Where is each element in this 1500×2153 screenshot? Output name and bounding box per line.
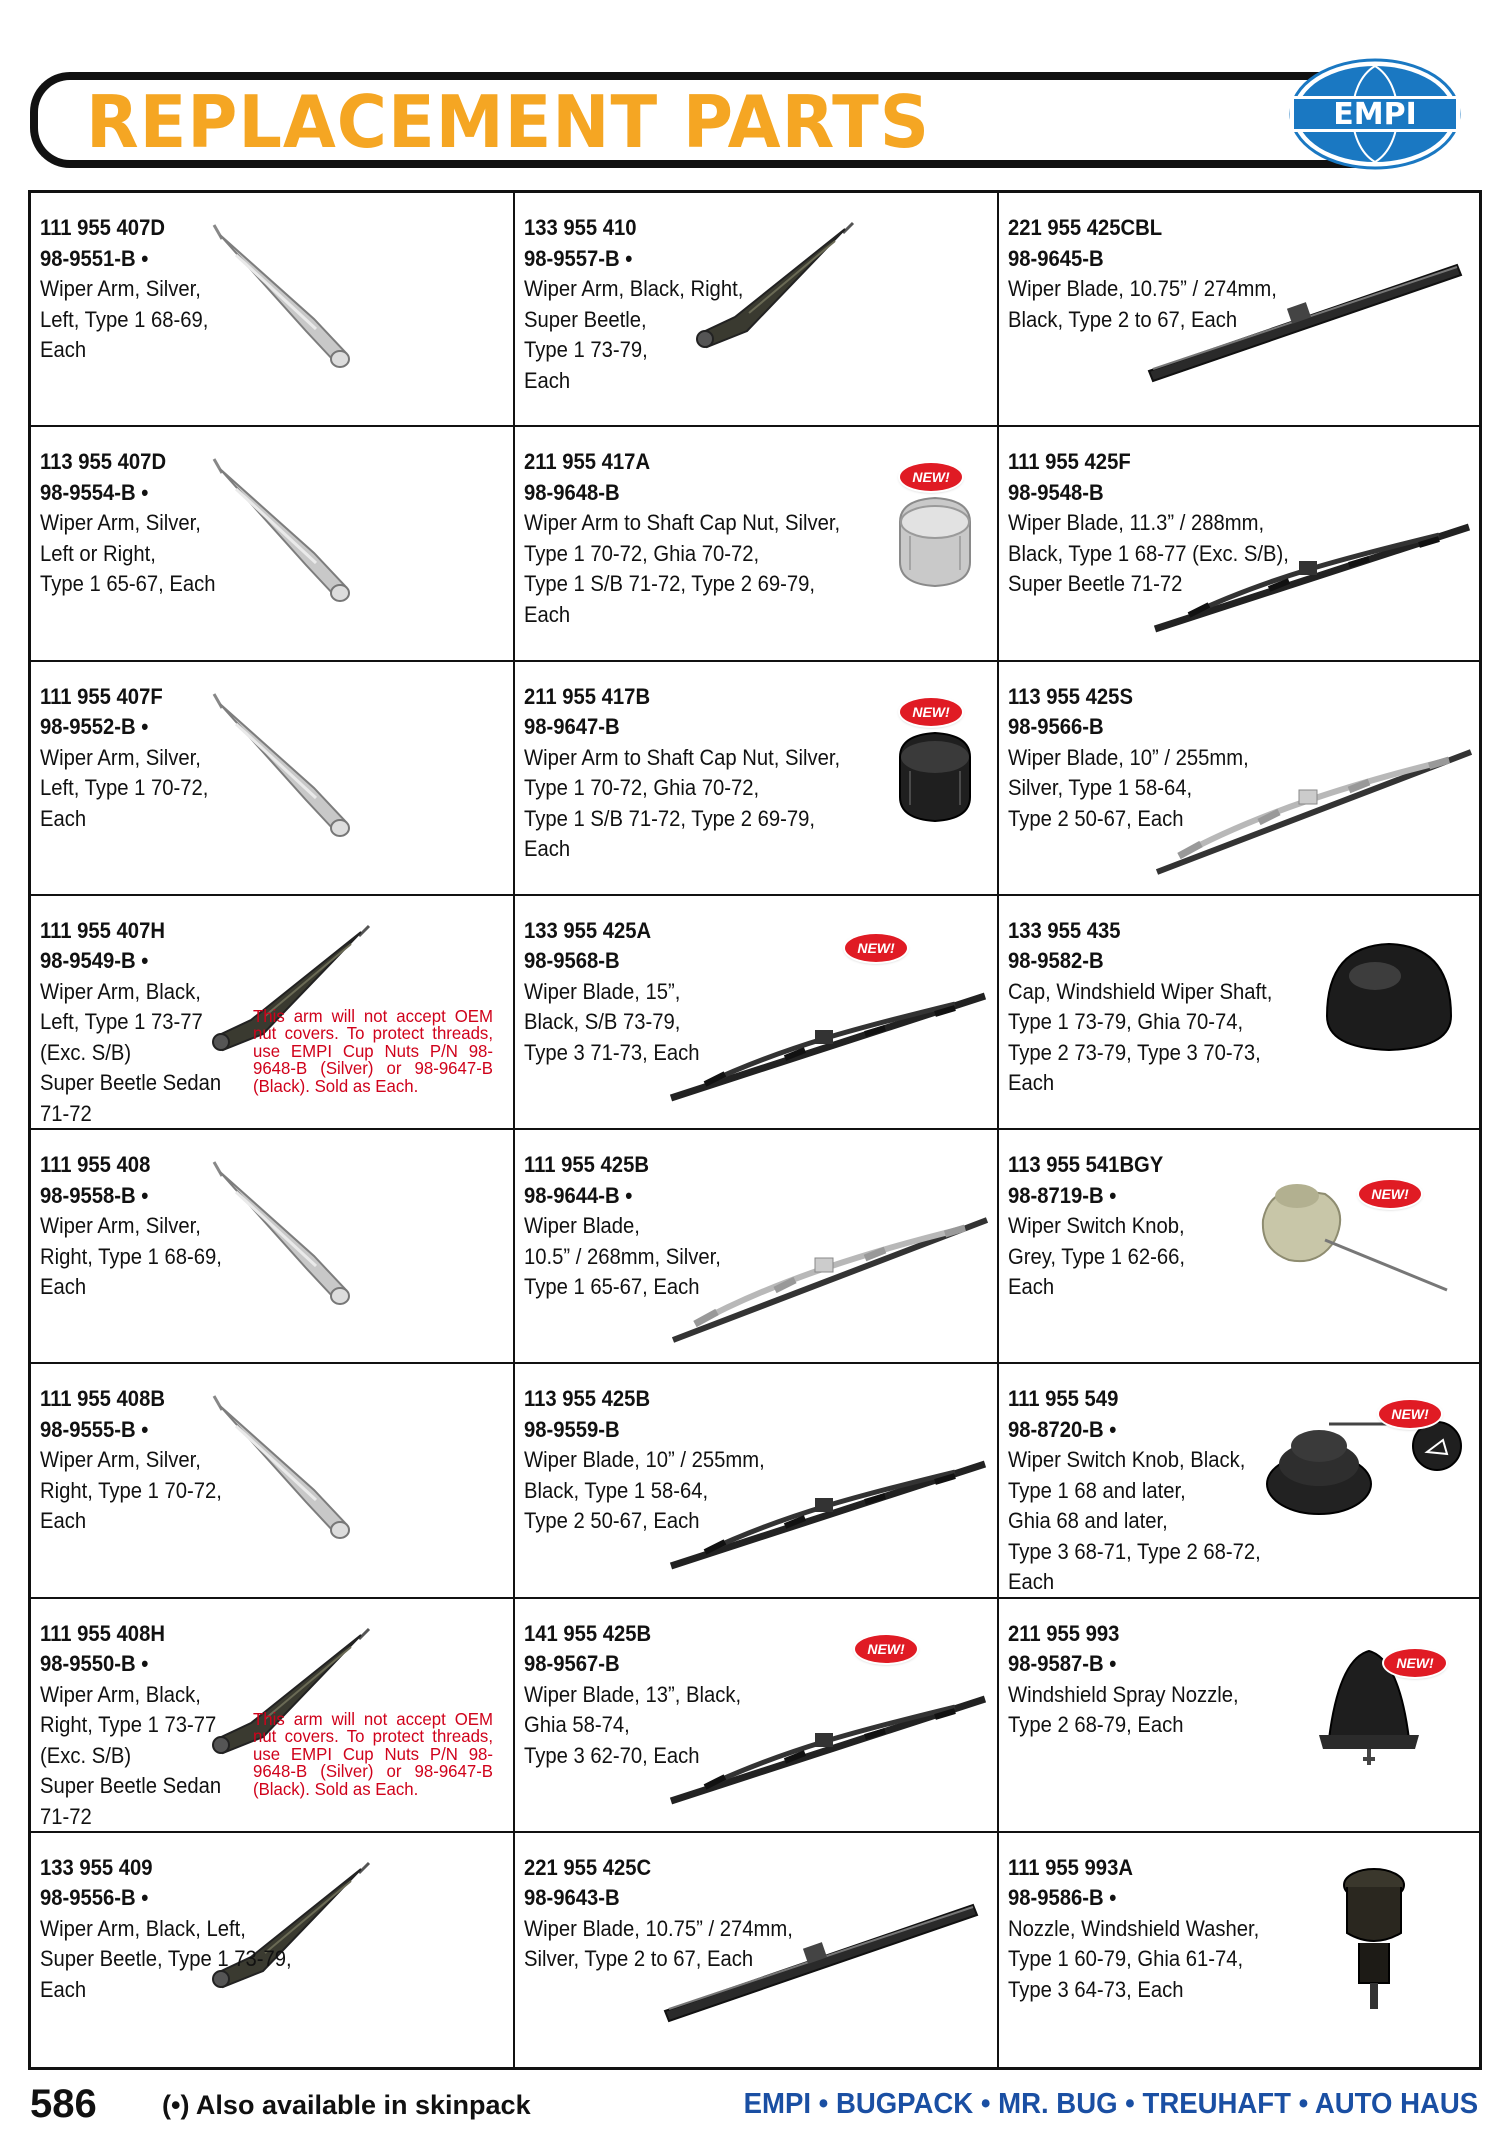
part-text [1008, 1619, 1239, 1741]
shaft-cap-icon [1319, 936, 1459, 1066]
silver-cap-nut-icon [890, 492, 980, 592]
new-badge: NEW! [1379, 1400, 1441, 1428]
silver-wiper-arm-icon [196, 690, 366, 850]
empi-part-number: 98-9559-B [524, 1416, 620, 1442]
empi-part-number: 98-9558-B • [40, 1182, 149, 1208]
part-description: Wiper Arm to Shaft Cap Nut, Silver, Type 1 70-72, Ghia 70-72, Type 1 S/B 71-72, Type 2 69-79, Each [524, 510, 841, 627]
part-cell [31, 896, 515, 1130]
empi-part-number: 98-9548-B [1008, 479, 1104, 505]
skinpack-note: (•) Also available in skinpack [162, 2090, 531, 2120]
empi-part-number: 98-9552-B • [40, 714, 149, 739]
part-description: Wiper Arm, Silver, Left or Right, Type 1 65-67, Each [40, 510, 216, 597]
oem-number: 111 955 407F [40, 683, 163, 709]
empi-part-number: 98-9551-B • [40, 245, 149, 271]
part-description: Wiper Blade, 13”, Black, Ghia 58-74, Type 3 62-70, Each [524, 1681, 742, 1768]
oem-number: 211 955 417B [524, 683, 651, 709]
part-text [40, 447, 216, 600]
part-description: Nozzle, Windshield Washer, Type 1 60-79, Ghia 61-74, Type 3 64-73, Each [1008, 1915, 1260, 2002]
empi-part-number: 98-9582-B [1008, 948, 1104, 974]
black-switch-knob-icon [1259, 1384, 1469, 1524]
page-title: REPLACEMENT PARTS [86, 80, 930, 164]
part-cell [999, 1833, 1479, 2067]
part-cell [999, 1364, 1479, 1598]
part-cell [515, 1364, 999, 1598]
brand-list: EMPI • BUGPACK • MR. BUG • TREUHAFT • AUTO HAUS [743, 2088, 1478, 2120]
part-cell [31, 1833, 515, 2067]
part-description: Wiper Arm to Shaft Cap Nut, Silver, Type 1 70-72, Ghia 70-72, Type 1 S/B 71-72, Type 2 69-79, Each [524, 744, 841, 861]
grey-switch-knob-icon [1239, 1170, 1459, 1300]
oem-number: 211 955 417A [524, 449, 651, 475]
oem-number: 111 955 993A [1008, 1854, 1133, 1880]
part-description: Wiper Blade, 10.5” / 268mm, Silver, Type 1 65-67, Each [524, 1213, 721, 1299]
empi-part-number: 98-8720-B • [1008, 1416, 1117, 1442]
part-description: Wiper Switch Knob, Grey, Type 1 62-66, Each [1008, 1213, 1186, 1299]
black-cap-nut-icon [890, 727, 980, 827]
part-text [1008, 1384, 1261, 1598]
part-text [524, 682, 840, 865]
empi-part-number: 98-9556-B • [40, 1885, 149, 1911]
part-cell [31, 1130, 515, 1364]
part-description: Wiper Arm, Black, Left, Super Beetle, Type 1 73-79, Each [40, 1915, 292, 2002]
silver-wiper-arm-icon [196, 455, 366, 615]
part-cell [31, 427, 515, 661]
oem-number: 221 955 425C [524, 1854, 652, 1880]
part-cell [31, 662, 515, 896]
parts-grid [28, 190, 1482, 2070]
part-text [40, 1853, 292, 2006]
part-text [524, 1384, 765, 1537]
empi-part-number: 98-9643-B [524, 1885, 620, 1911]
new-badge: NEW! [900, 463, 962, 491]
empi-part-number: 98-9586-B • [1008, 1885, 1117, 1911]
part-text [1008, 447, 1289, 600]
oem-number: 141 955 425B [524, 1620, 652, 1646]
oem-number: 113 955 407D [40, 449, 167, 475]
part-description: Wiper Blade, 11.3” / 288mm, Black, Type 1 68-77 (Exc. S/B), Super Beetle 71-72 [1008, 510, 1289, 597]
part-cell [515, 662, 999, 896]
part-text [40, 1619, 221, 1833]
empi-part-number: 98-9566-B [1008, 714, 1104, 739]
empi-part-number: 98-9648-B [524, 479, 620, 505]
new-badge: NEW! [1384, 1649, 1446, 1677]
part-text [40, 1384, 222, 1537]
red-note: This arm will not accept OEM nut covers. To protect threads, use EMPI Cup Nuts P/N 98-9648-B (Silver) or 98-9647-B (Black). Sold as Each. [253, 1708, 493, 1799]
oem-number: 111 955 425B [524, 1152, 649, 1177]
part-text [524, 1853, 793, 1975]
part-description: Wiper Arm, Silver, Left, Type 1 70-72, Each [40, 744, 209, 831]
empi-part-number: 98-9645-B [1008, 245, 1104, 271]
part-text [524, 916, 700, 1069]
oem-number: 221 955 425CBL [1008, 215, 1163, 240]
part-cell [31, 1599, 515, 1833]
part-cell [515, 1130, 999, 1364]
part-text [40, 213, 208, 366]
oem-number: 111 955 407H [40, 917, 165, 943]
part-cell [999, 662, 1479, 896]
part-cell [999, 896, 1479, 1130]
part-description: Wiper Blade, 10.75” / 274mm, Black, Type 2 to 67, Each [1008, 276, 1277, 332]
oem-number: 133 955 410 [524, 215, 637, 240]
empi-part-number: 98-9568-B [524, 948, 620, 974]
logo-text: EMPI [1333, 97, 1417, 132]
part-description: Wiper Blade, 15”, Black, S/B 73-79, Type 3 71-73, Each [524, 978, 700, 1065]
oem-number: 111 955 549 [1008, 1386, 1119, 1412]
part-cell [31, 1364, 515, 1598]
part-description: Cap, Windshield Wiper Shaft, Type 1 73-79, Ghia 70-74, Type 2 73-79, Type 3 70-73, Each [1008, 978, 1273, 1096]
oem-number: 113 955 425B [524, 1386, 651, 1412]
part-text [524, 447, 840, 630]
part-text [40, 916, 221, 1130]
silver-wiper-arm-icon [196, 221, 366, 381]
empi-part-number: 98-9555-B • [40, 1416, 149, 1442]
part-cell [999, 1599, 1479, 1833]
part-text [524, 213, 743, 396]
empi-part-number: 98-9549-B • [40, 948, 149, 974]
empi-part-number: 98-9587-B • [1008, 1651, 1117, 1676]
new-badge: NEW! [855, 1635, 917, 1663]
part-text [1008, 213, 1277, 335]
part-text [1008, 916, 1272, 1099]
oem-number: 111 955 407D [40, 215, 165, 240]
part-description: Windshield Spray Nozzle, Type 2 68-79, Each [1008, 1681, 1239, 1737]
oem-number: 133 955 435 [1008, 917, 1121, 943]
oem-number: 113 955 541BGY [1008, 1152, 1164, 1177]
part-description: Wiper Switch Knob, Black, Type 1 68 and later, Ghia 68 and later, Type 3 68-71, Type 2 68-72, Each [1008, 1447, 1261, 1595]
washer-nozzle-icon [1319, 1863, 1429, 2013]
oem-number: 133 955 409 [40, 1854, 153, 1880]
part-description: Wiper Blade, 10” / 255mm, Silver, Type 1 58-64, Type 2 50-67, Each [1008, 744, 1249, 831]
part-cell [999, 427, 1479, 661]
red-note: This arm will not accept OEM nut covers. To protect threads, use EMPI Cup Nuts P/N 98-9648-B (Silver) or 98-9647-B (Black). Sold as Each. [253, 1005, 493, 1096]
new-badge: NEW! [1359, 1180, 1421, 1208]
empi-part-number: 98-9644-B • [524, 1182, 633, 1208]
oem-number: 113 955 425S [1008, 683, 1133, 709]
page-header [30, 72, 1470, 172]
part-cell [515, 193, 999, 427]
part-cell [515, 427, 999, 661]
part-cell [515, 1833, 999, 2067]
oem-number: 133 955 425A [524, 917, 652, 943]
part-description: Wiper Blade, 10” / 255mm, Black, Type 1 58-64, Type 2 50-67, Each [524, 1447, 765, 1534]
black-wiper-blade-icon [665, 986, 995, 1106]
empi-part-number: 98-8719-B • [1008, 1182, 1117, 1208]
part-description: Wiper Arm, Black, Right, Type 1 73-77 (Exc. S/B) Super Beetle Sedan 71-72 [40, 1681, 222, 1829]
part-description: Wiper Arm, Silver, Right, Type 1 68-69, Each [40, 1213, 222, 1299]
part-description: Wiper Blade, 10.75” / 274mm, Silver, Type 2 to 67, Each [524, 1915, 793, 1972]
part-text [524, 1150, 721, 1303]
oem-number: 111 955 425F [1008, 449, 1131, 475]
new-badge: NEW! [900, 698, 962, 726]
empi-part-number: 98-9567-B [524, 1651, 620, 1676]
oem-number: 211 955 993 [1008, 1620, 1120, 1646]
part-text [40, 682, 208, 835]
part-cell [999, 1130, 1479, 1364]
empi-part-number: 98-9557-B • [524, 245, 633, 271]
part-text [1008, 682, 1249, 835]
oem-number: 111 955 408B [40, 1386, 165, 1412]
part-description: Wiper Arm, Black, Left, Type 1 73-77 (Exc. S/B) Super Beetle Sedan 71-72 [40, 978, 222, 1126]
empi-part-number: 98-9554-B • [40, 479, 149, 505]
empi-part-number: 98-9550-B • [40, 1651, 149, 1676]
empi-logo [1280, 54, 1470, 174]
part-description: Wiper Arm, Silver, Left, Type 1 68-69, Each [40, 276, 209, 362]
part-cell [515, 896, 999, 1130]
new-badge: NEW! [845, 934, 907, 962]
empi-part-number: 98-9647-B [524, 714, 620, 739]
part-cell [31, 193, 515, 427]
part-text [40, 1150, 222, 1303]
oem-number: 111 955 408 [40, 1152, 151, 1177]
part-text [1008, 1150, 1185, 1303]
part-text [1008, 1853, 1259, 2006]
part-description: Wiper Arm, Silver, Right, Type 1 70-72, Each [40, 1447, 222, 1534]
part-text [524, 1619, 741, 1772]
part-cell [999, 193, 1479, 427]
part-cell [515, 1599, 999, 1833]
part-description: Wiper Arm, Black, Right, Super Beetle, Type 1 73-79, Each [524, 276, 744, 393]
page-number: 586 [30, 2082, 97, 2126]
oem-number: 111 955 408H [40, 1620, 165, 1646]
